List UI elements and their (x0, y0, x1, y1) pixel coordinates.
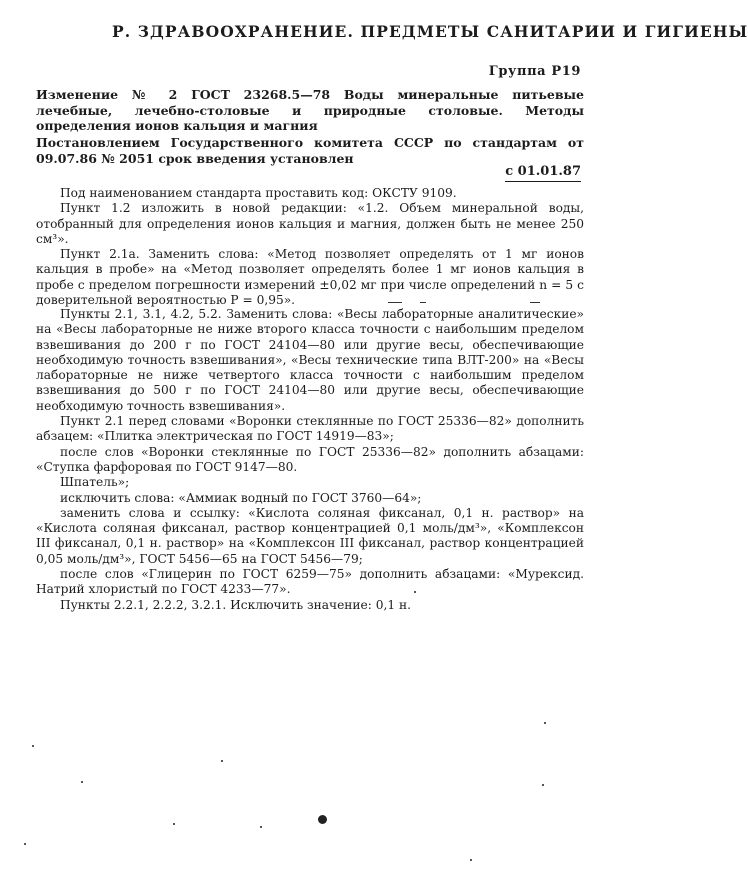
paragraph-exclude-ammonia: исключить слова: «Аммиак водный по ГОСТ 3760—64»; (60, 490, 422, 505)
paragraph-after-funnels: после слов «Воронки стеклянные по ГОСТ 25336—82» дополнить абзацами: «Ступка фарфоровая по ГОСТ 9147—80. (36, 444, 584, 474)
paragraph-after-glycerin: после слов «Глицерин по ГОСТ 6259—75» дополнить абзацами: «Мурексид. Натрий хлористый по ГОСТ 4233—77». (36, 567, 584, 597)
scan-speck (81, 781, 83, 783)
separator-dash (388, 302, 402, 303)
paragraph-point-2-1a: Пункт 2.1а. Заменить слова: «Метод позволяет определять от 1 мг ионов кальция в пробе» на «Метод позволяет определять более 1 мг ионов кальция в пробе с пределом погрешности измерений ±0,02 мг при числе определений n = 5 с доверительной вероятностью P = 0,95». (36, 247, 584, 308)
effective-date: с 01.01.87 (505, 164, 581, 182)
decree-text: Постановлением Государственного комитета СССР по стандартам от 09.07.86 № 2051 срок введения установлен (36, 135, 584, 166)
group-code: Группа Р19 (488, 64, 581, 79)
scan-speck (173, 823, 175, 825)
paragraph-replace-fixanal: заменить слова и ссылку: «Кислота соляная фиксанал, 0,1 н. раствор» на «Кислота соляная фиксанал, раствор концентрацией 0,1 моль/дм³», «Комплексон III фиксанал, 0,1 н. раствор» на «Комплексон III фиксанал, раствор концентрацией 0,05 моль/дм³», ГОСТ 5456—65 на ГОСТ 5456—79; (36, 505, 584, 566)
scan-speck (221, 760, 223, 762)
separator-marks (0, 300, 601, 306)
text-block-2 (36, 307, 584, 613)
scan-speck (24, 843, 26, 845)
paragraph-point-2-1: Пункт 2.1 перед словами «Воронки стеклянные по ГОСТ 25336—82» дополнить абзацем: «Плитка электрическая по ГОСТ 14919—83»; (36, 414, 584, 444)
separator-dash (530, 302, 540, 303)
scan-speck (544, 722, 546, 724)
paragraph-scales: Пункты 2.1, 3.1, 4.2, 5.2. Заменить слова: «Весы лабораторные аналитические» на «Весы лабораторные не ниже второго класса точности с наибольшим пределом взвешивания до 200 г по ГОСТ 24104—80 или другие весы, обеспечивающие необходимую точность взвешивания», «Весы технические типа ВЛТ-200» на «Весы лабораторные не ниже четвертого класса точности с наибольшим пределом взвешивания до 500 г по ГОСТ 24104—80 или другие весы, обеспечивающие необходимую точность взвешивания». (36, 307, 584, 413)
scan-blot (318, 815, 327, 824)
scan-speck (260, 826, 262, 828)
separator-dash (420, 302, 426, 303)
scan-speck (414, 591, 416, 593)
paragraph-okstu: Под наименованием стандарта проставить код: ОКСТУ 9109. (60, 186, 457, 200)
text-block-1 (36, 186, 584, 308)
scan-speck (542, 784, 544, 786)
amendment-title: Изменение № 2 ГОСТ 23268.5—78 Воды минеральные питьевые лечебные, лечебно-столовые и природные столовые. Методы определения ионов кальция и магния (36, 87, 584, 133)
section-title: Р. ЗДРАВООХРАНЕНИЕ. ПРЕДМЕТЫ САНИТАРИИ И ГИГИЕНЫ (112, 22, 748, 41)
paragraph-point-1-2: Пункт 1.2 изложить в новой редакции: «1.2. Объем минеральной воды, отобранный для определения ионов кальция и магния, должен быть не менее 250 см³». (36, 201, 584, 246)
paragraph-spatula: Шпатель»; (60, 475, 130, 490)
scan-speck (32, 745, 34, 747)
scan-speck (470, 859, 472, 861)
paragraph-exclude-value: Пункты 2.2.1, 2.2.2, 3.2.1. Исключить значение: 0,1 н. (60, 597, 411, 612)
